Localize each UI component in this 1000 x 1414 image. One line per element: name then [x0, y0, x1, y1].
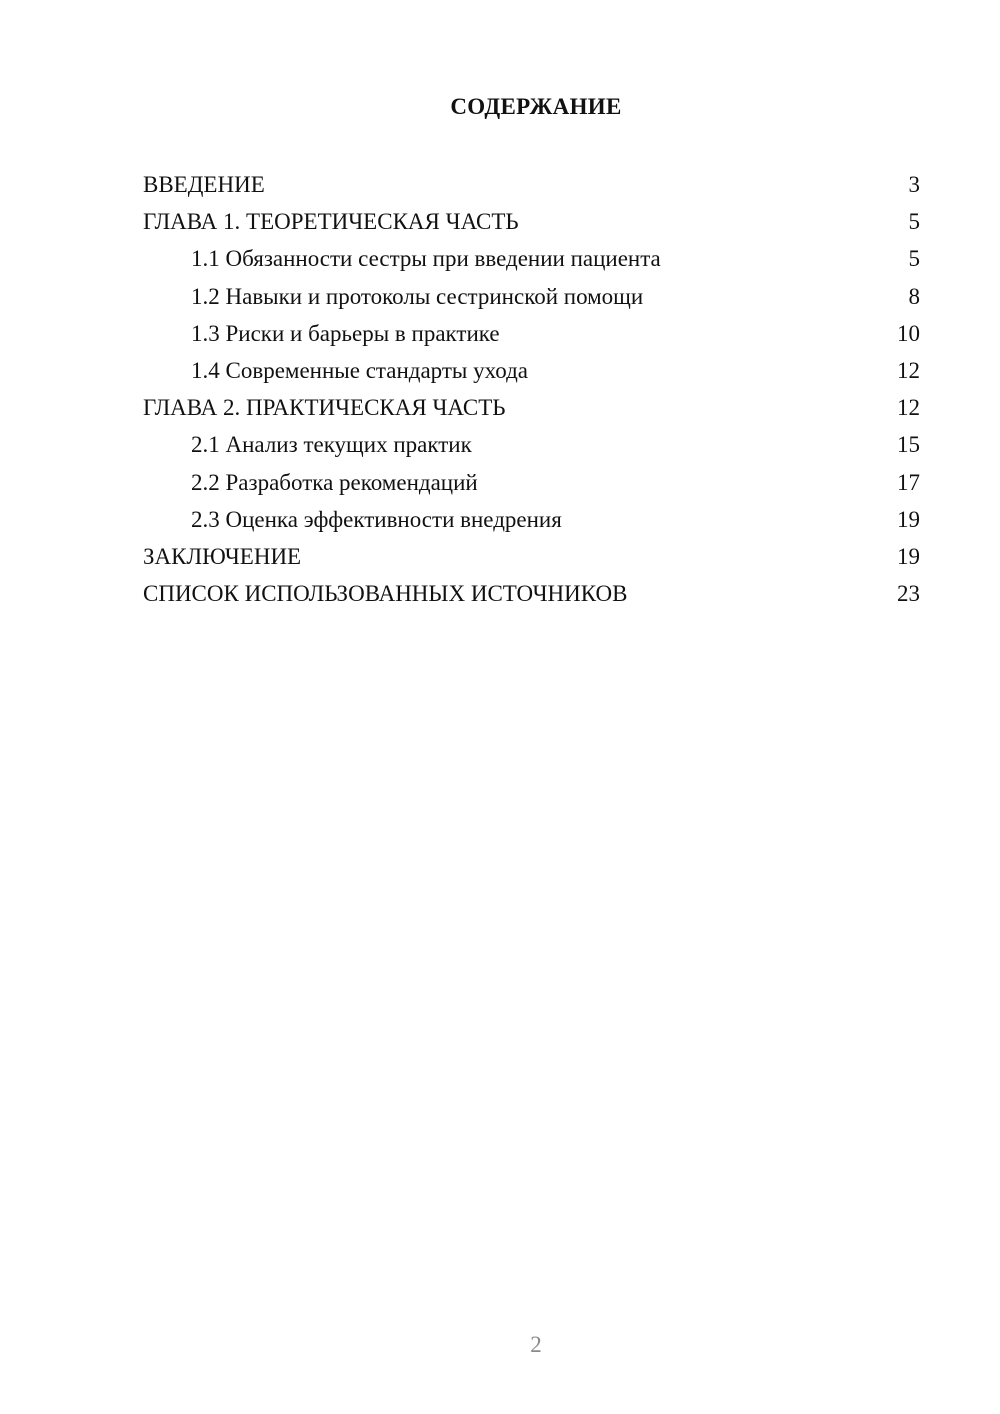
page-number: 2 — [530, 1332, 542, 1357]
toc-entry-label: ГЛАВА 1. ТЕОРЕТИЧЕСКАЯ ЧАСТЬ — [143, 209, 519, 235]
toc-subentry[interactable] — [143, 426, 920, 463]
toc-entry-label: ВВЕДЕНИЕ — [143, 172, 265, 197]
toc-entry[interactable] — [143, 166, 920, 203]
toc-entry-label: 1.1 Обязанности сестры при введении пациента — [191, 246, 661, 272]
toc-entry-page: 15 — [897, 432, 920, 458]
toc-entry-page: 10 — [897, 320, 920, 346]
toc-entry-label: ЗАКЛЮЧЕНИЕ — [143, 543, 302, 569]
toc-entry-page: 8 — [908, 283, 920, 309]
toc-subentry[interactable] — [143, 278, 920, 315]
toc-entry[interactable] — [143, 538, 920, 575]
toc-entry-label: 2.2 Разработка рекомендаций — [191, 469, 478, 495]
toc-entry-page: 3 — [908, 172, 920, 197]
toc-entry-label: ГЛАВА 2. ПРАКТИЧЕСКАЯ ЧАСТЬ — [143, 395, 506, 421]
toc-entry[interactable] — [143, 203, 920, 240]
toc-entry-label: СПИСОК ИСПОЛЬЗОВАННЫХ ИСТОЧНИКОВ — [143, 581, 628, 607]
toc-entry-page: 23 — [897, 581, 920, 607]
toc-entry-page: 5 — [908, 246, 920, 272]
toc-subentry[interactable] — [143, 352, 920, 389]
toc-entry-page: 12 — [897, 357, 920, 383]
toc-entry-label: 1.2 Навыки и протоколы сестринской помощи — [191, 283, 644, 309]
toc-entry-page: 19 — [897, 506, 920, 532]
toc-entry-label: 2.3 Оценка эффективности внедрения — [191, 506, 562, 532]
toc-entry-label: 2.1 Анализ текущих практик — [191, 432, 472, 458]
toc-entry-page: 17 — [897, 469, 920, 495]
toc-entry-label: 1.4 Современные стандарты ухода — [191, 357, 528, 383]
page-title: СОДЕРЖАНИЕ — [450, 94, 622, 119]
toc-entry-page: 19 — [897, 543, 920, 569]
toc-entry[interactable] — [143, 575, 920, 612]
toc-subentry[interactable] — [143, 240, 920, 277]
toc-entry-page: 12 — [897, 395, 920, 421]
toc-entry[interactable] — [143, 389, 920, 426]
toc-entry-label: 1.3 Риски и барьеры в практике — [191, 320, 500, 346]
toc-subentry[interactable] — [143, 501, 920, 538]
table-of-contents — [143, 166, 920, 612]
toc-entry-page: 5 — [908, 209, 920, 235]
toc-subentry[interactable] — [143, 464, 920, 501]
toc-subentry[interactable] — [143, 315, 920, 352]
